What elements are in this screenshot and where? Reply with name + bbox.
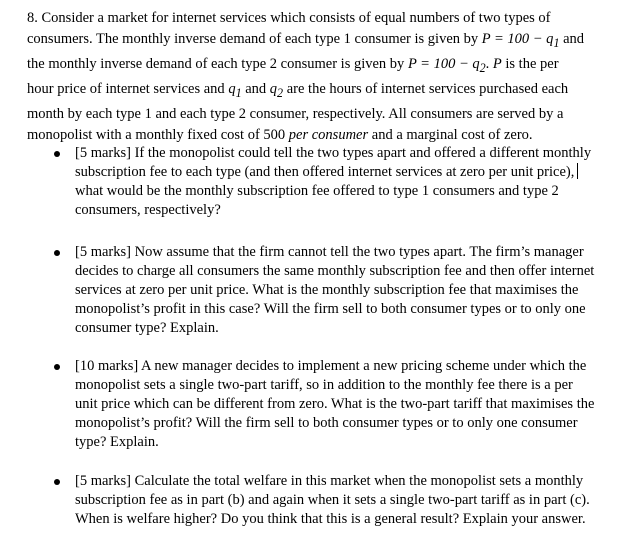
- bullet-icon: [54, 364, 60, 370]
- question-part-a: [5 marks] If the monopolist could tell the two types apart and offered a different monthly subscription fee to each type (and then offered internet services at zero per unit price), what would be the monthly subscription fee offered to type 1 consumers and type 2 consumers, respectively?: [75, 144, 635, 220]
- text-cursor: [577, 163, 578, 179]
- question-number: 8.: [27, 10, 38, 26]
- intro-line-3: the monthly inverse demand of each type 2 consumer is given by $P = 100 - q_2$. P is the per: [27, 55, 559, 75]
- bullet-icon: [54, 250, 60, 256]
- intro-line-4: hour price of internet services and $q_1$ and $q_2$ are the hours of internet services purchased each: [27, 80, 569, 100]
- intro-line-5: month by each type 1 and each type 2 consumer, respectively. All consumers are served by a: [27, 105, 564, 122]
- bullet-icon: [54, 151, 60, 157]
- question-part-d: [5 marks] Calculate the total welfare in this market when the monopolist sets a monthly subscription fee as in part (b) and again when it sets a single two-part tariff as in part (c). When is welfare higher? Do you think that this is a general result? Explain your answer.: [75, 472, 635, 529]
- intro-line-6: monopolist with a monthly fixed cost of 500 per consumer and a marginal cost of zero.: [27, 126, 533, 143]
- question-part-b: [5 marks] Now assume that the firm cannot tell the two types apart. The firm’s manager decides to charge all consumers the same monthly subscription fee and then offer internet services at zero per unit price. What is the monthly subscription fee that maximises the monopolist’s profit in this case? Will the firm sell to both consumer types or to only one consumer type? Explain.: [75, 243, 635, 338]
- intro-line-2: consumers. The monthly inverse demand of each type 1 consumer is given by $P = 100 - q_1$ and: [27, 31, 585, 50]
- bullet-icon: [54, 479, 60, 485]
- demand-equation-type-2: $P = 100 - q_2$: [407, 55, 486, 75]
- question-part-c: [10 marks] A new manager decides to implement a new pricing scheme under which the monopolist sets a single two-part tariff, so in addition to the monthly fee there is a per unit price which can be different from zero. What is the two-part tariff that maximises the monopolist’s profit? Will the firm sell to both consumer types or to only one consumer type? Explain.: [75, 357, 635, 452]
- intro-line-1: 8. Consider a market for internet services which consists of equal numbers of two types of: [27, 10, 551, 26]
- demand-equation-type-1: $P = 100 - q_1$: [481, 31, 560, 50]
